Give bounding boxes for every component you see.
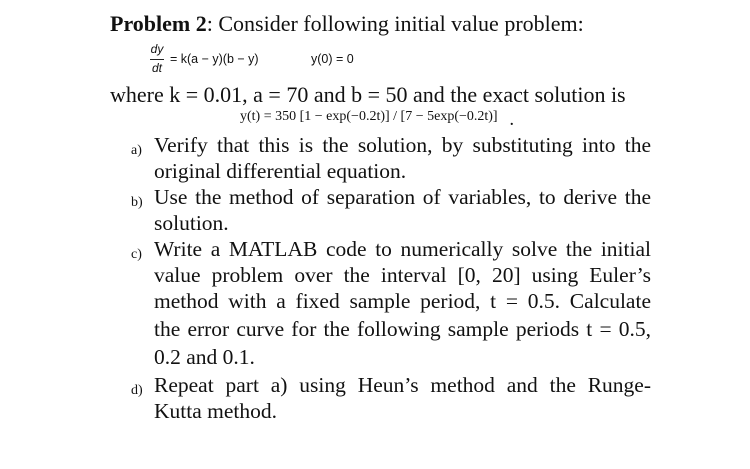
part-marker: b) (131, 195, 143, 210)
part-line: Use the method of separation of variables, to derive the (154, 185, 651, 209)
part-line: Write a MATLAB code to numerically solve the initial (154, 237, 651, 261)
part-line: value problem over the interval [0, 20] using Euler’s (154, 263, 651, 287)
part-line: Repeat part a) using Heun’s method and the Runge- (154, 373, 651, 397)
constants-statement: where k = 0.01, a = 70 and b = 50 and the exact solution is (110, 82, 626, 107)
part-line: solution. (154, 211, 229, 235)
problem-heading (110, 10, 584, 38)
exact-solution: y(t) = 350 [1 − exp(−0.2t)] / [7 − 5exp(−0.2t)] (240, 109, 498, 124)
fraction-numerator: dy (150, 42, 164, 56)
equation-right-side: = k(a − y)(b − y) (170, 52, 259, 66)
part-line: original differential equation. (154, 159, 407, 183)
part-line: Kutta method. (154, 399, 278, 423)
initial-condition: y(0) = 0 (311, 52, 354, 66)
fraction-bar (150, 59, 164, 60)
part-marker: a) (131, 143, 142, 158)
part-marker: d) (131, 383, 143, 398)
part-line: the error curve for the following sample periods t = 0.5, (154, 317, 651, 341)
part-line: method with a fixed sample period, t = 0.5. Calculate (154, 289, 651, 313)
part-marker: c) (131, 247, 142, 262)
part-line: Verify that this is the solution, by substituting into the (154, 133, 651, 157)
solution-period: . (510, 114, 514, 129)
problem-label: Problem 2 (110, 11, 207, 36)
fraction-denominator: dt (151, 61, 162, 75)
part-line: 0.2 and 0.1. (154, 345, 255, 369)
problem-intro: : Consider following initial value problem: (206, 11, 584, 36)
